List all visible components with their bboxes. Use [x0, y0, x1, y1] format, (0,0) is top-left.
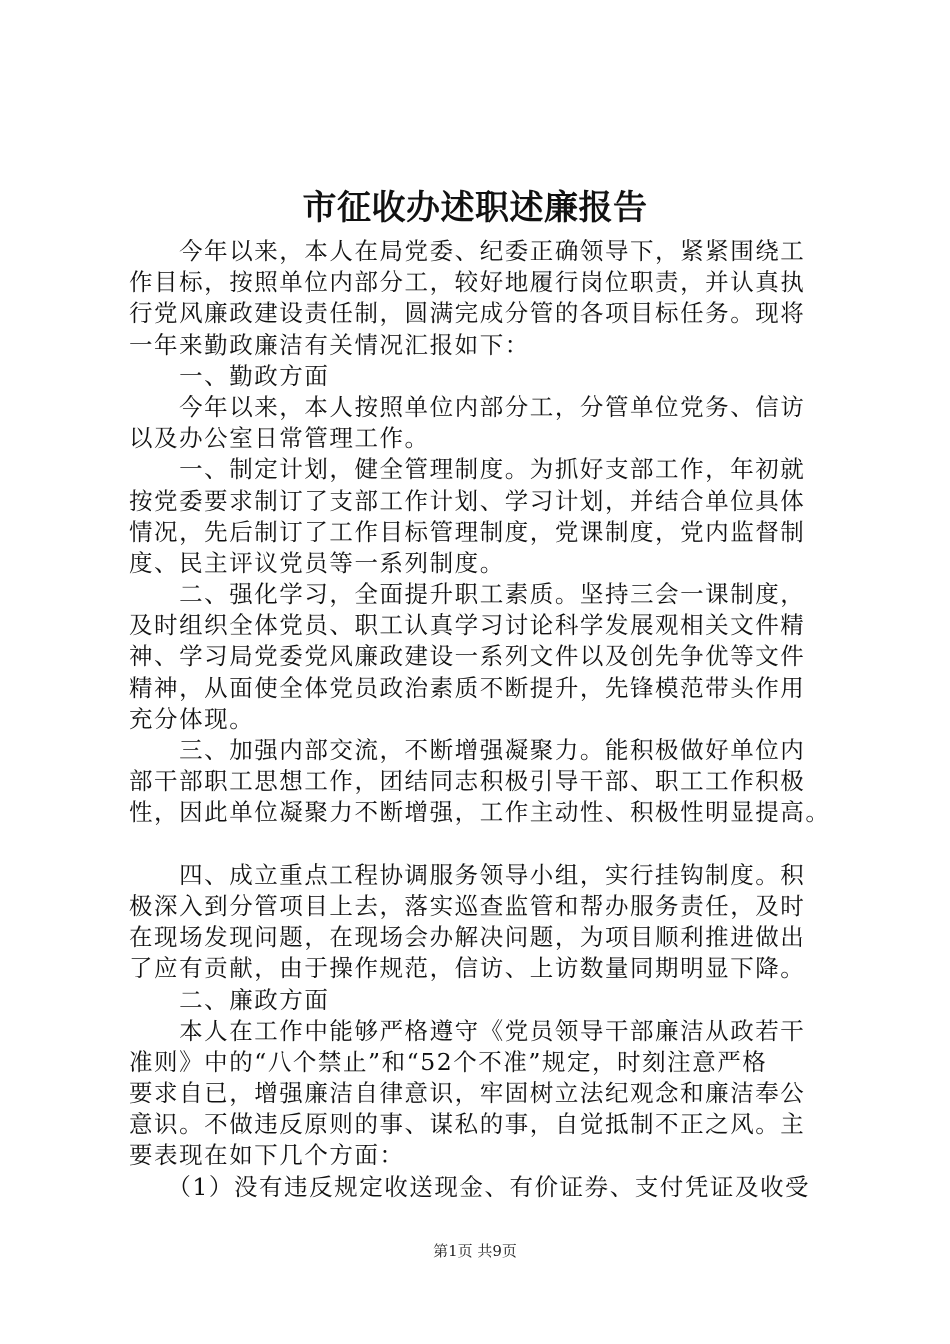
- body-line: 本人在工作中能够严格遵守《党员领导干部廉洁从政若干: [129, 1016, 806, 1045]
- body-line: 在现场发现问题，在现场会办解决问题，为项目顺利推进做出: [129, 923, 806, 952]
- body-line: 二、强化学习，全面提升职工素质。坚持三会一课制度，: [129, 580, 806, 609]
- section-heading: 一、勤政方面: [129, 361, 330, 390]
- document-body: [129, 236, 841, 1203]
- body-line: 部干部职工思想工作，团结同志积极引导干部、职工工作积极: [129, 767, 806, 796]
- body-line: 一、制定计划，健全管理制度。为抓好支部工作，年初就: [129, 455, 806, 484]
- body-line: 今年以来，本人按照单位内部分工，分管单位党务、信访: [129, 392, 806, 421]
- body-line: 要表现在如下几个方面：: [129, 1141, 405, 1170]
- body-line: 要求自已，增强廉洁自律意识，牢固树立法纪观念和廉洁奉公: [129, 1079, 806, 1108]
- body-line: 了应有贡献，由于操作规范，信访、上访数量同期明显下降。: [129, 954, 806, 983]
- body-line: 性，因此单位凝聚力不断增强，工作主动性、积极性明显提高。: [129, 798, 831, 827]
- body-line: 四、成立重点工程协调服务领导小组，实行挂钩制度。积: [129, 860, 806, 889]
- body-line: 及时组织全体党员、职工认真学习讨论科学发展观相关文件精: [129, 611, 806, 640]
- body-line: 作目标，按照单位内部分工，较好地履行岗位职责，并认真执: [129, 268, 806, 297]
- body-line: 以及办公室日常管理工作。: [129, 424, 430, 453]
- body-line: 行党风廉政建设责任制，圆满完成分管的各项目标任务。现将: [129, 299, 806, 328]
- body-line: 意识。不做违反原则的事、谋私的事，自觉抵制不正之风。主: [129, 1110, 806, 1139]
- body-line: 极深入到分管项目上去，落实巡查监管和帮办服务责任，及时: [129, 891, 806, 920]
- blank-line: [129, 829, 841, 860]
- body-line: 神、学习局党委党风廉政建设一系列文件以及创先争优等文件: [129, 642, 806, 671]
- body-line: 按党委要求制订了支部工作计划、学习计划，并结合单位具体: [129, 486, 806, 515]
- body-line: 情况，先后制订了工作目标管理制度，党课制度，党内监督制: [129, 517, 806, 546]
- body-line: （1）没有违反规定收送现金、有价证券、支付凭证及收受: [129, 1172, 811, 1201]
- body-line: 度、民主评议党员等一系列制度。: [129, 548, 505, 577]
- page-footer: 第1页 共9页: [433, 1242, 517, 1260]
- body-line: 充分体现。: [129, 704, 255, 733]
- body-line: 三、加强内部交流，不断增强凝聚力。能积极做好单位内: [129, 736, 806, 764]
- body-line: 今年以来，本人在局党委、纪委正确领导下，紧紧围绕工: [129, 237, 806, 265]
- body-line: 准则》中的“八个禁止”和“52个不准”规定，时刻注意严格: [129, 1047, 768, 1076]
- body-line: 精神，从面使全体党员政治素质不断提升，先锋模范带头作用: [129, 673, 806, 702]
- body-line: 一年来勤政廉洁有关情况汇报如下：: [129, 330, 530, 359]
- document-title: 市征收办述职述廉报告: [302, 188, 648, 228]
- section-heading: 二、廉政方面: [129, 985, 330, 1014]
